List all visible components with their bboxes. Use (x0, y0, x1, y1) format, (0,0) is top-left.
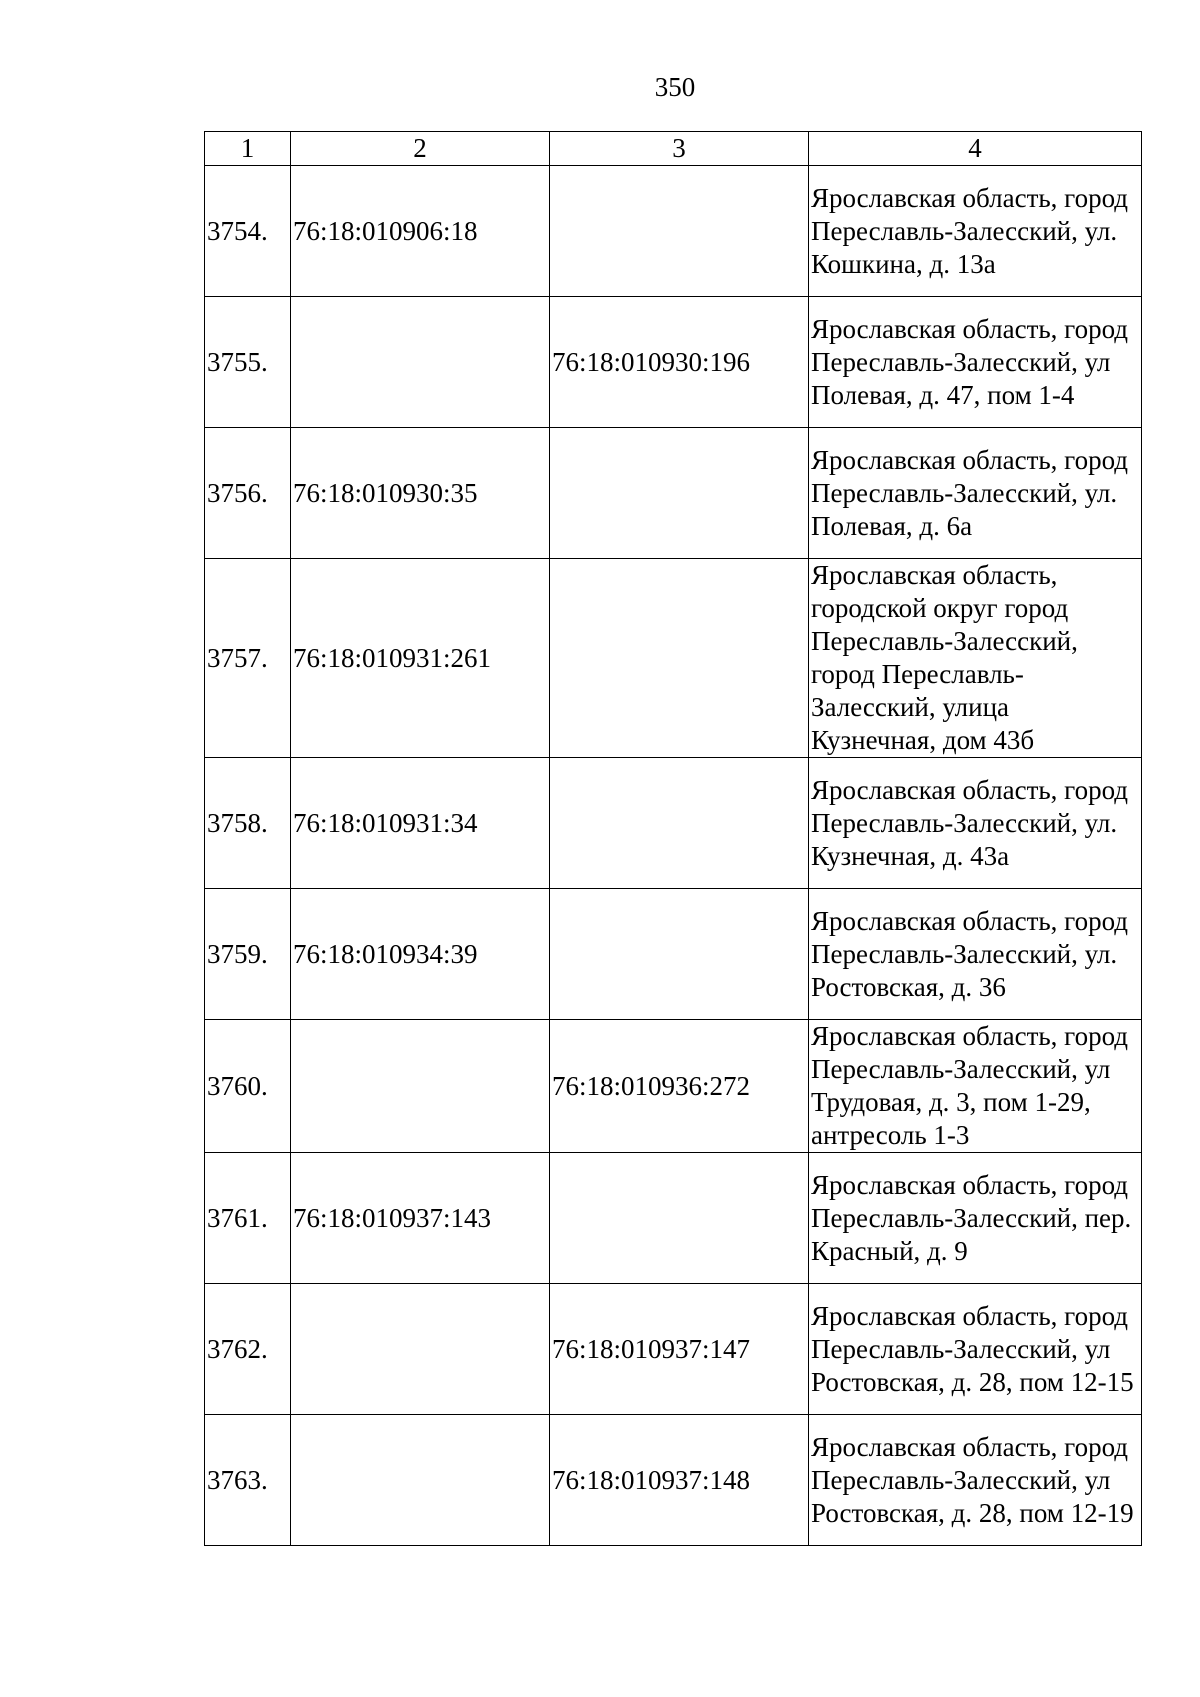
cadastral-number: 76:18:010931:34 (291, 758, 550, 889)
table-row (205, 297, 1142, 428)
row-number: 3759. (205, 889, 291, 1020)
table-row (205, 166, 1142, 297)
row-number: 3760. (205, 1020, 291, 1153)
cadastral-number: 76:18:010931:261 (291, 559, 550, 758)
cadastral-number (291, 1415, 550, 1546)
cadastral-number: 76:18:010937:143 (291, 1153, 550, 1284)
row-number: 3756. (205, 428, 291, 559)
address: Ярославская область, город Переславль-Залесский, пер. Красный, д. 9 (809, 1153, 1142, 1284)
address: Ярославская область, город Переславль-Залесский, ул. Полевая, д. 6а (809, 428, 1142, 559)
table-row (205, 1415, 1142, 1546)
column-header-2: 2 (291, 132, 550, 166)
room-cadastral-number: 76:18:010930:196 (550, 297, 809, 428)
row-number: 3761. (205, 1153, 291, 1284)
address: Ярославская область, город Переславль-Залесский, ул Ростовская, д. 28, пом 12-19 (809, 1415, 1142, 1546)
address: Ярославская область, городской округ город Переславль-Залесский, город Переславль-Залесский, улица Кузнечная, дом 43б (809, 559, 1142, 758)
room-cadastral-number (550, 1153, 809, 1284)
address: Ярославская область, город Переславль-Залесский, ул. Ростовская, д. 36 (809, 889, 1142, 1020)
cadastral-number: 76:18:010934:39 (291, 889, 550, 1020)
row-number: 3763. (205, 1415, 291, 1546)
room-cadastral-number (550, 428, 809, 559)
room-cadastral-number (550, 166, 809, 297)
table-row (205, 889, 1142, 1020)
address: Ярославская область, город Переславль-Залесский, ул Трудовая, д. 3, пом 1-29, антресоль 1-3 (809, 1020, 1142, 1153)
table-row (205, 559, 1142, 758)
room-cadastral-number (550, 889, 809, 1020)
room-cadastral-number: 76:18:010936:272 (550, 1020, 809, 1153)
table-row (205, 1020, 1142, 1153)
table-row (205, 1284, 1142, 1415)
column-header-4: 4 (809, 132, 1142, 166)
row-number: 3755. (205, 297, 291, 428)
room-cadastral-number: 76:18:010937:147 (550, 1284, 809, 1415)
row-number: 3762. (205, 1284, 291, 1415)
cadastral-number: 76:18:010930:35 (291, 428, 550, 559)
row-number: 3754. (205, 166, 291, 297)
column-header-1: 1 (205, 132, 291, 166)
cadastral-number: 76:18:010906:18 (291, 166, 550, 297)
row-number: 3758. (205, 758, 291, 889)
table-header (205, 132, 1142, 166)
cadastral-number (291, 1284, 550, 1415)
header-row (205, 132, 1142, 166)
address: Ярославская область, город Переславль-Залесский, ул Полевая, д. 47, пом 1-4 (809, 297, 1142, 428)
room-cadastral-number: 76:18:010937:148 (550, 1415, 809, 1546)
cadastral-number (291, 297, 550, 428)
table-row (205, 758, 1142, 889)
address: Ярославская область, город Переславль-Залесский, ул Ростовская, д. 28, пом 12-15 (809, 1284, 1142, 1415)
column-header-3: 3 (550, 132, 809, 166)
room-cadastral-number (550, 559, 809, 758)
address: Ярославская область, город Переславль-Залесский, ул. Кошкина, д. 13а (809, 166, 1142, 297)
cadastral-number (291, 1020, 550, 1153)
table-body (205, 166, 1142, 1546)
table-row (205, 428, 1142, 559)
room-cadastral-number (550, 758, 809, 889)
page-number: 350 (654, 72, 696, 102)
address: Ярославская область, город Переславль-Залесский, ул. Кузнечная, д. 43а (809, 758, 1142, 889)
registry-table (204, 131, 1142, 1546)
row-number: 3757. (205, 559, 291, 758)
table-row (205, 1153, 1142, 1284)
